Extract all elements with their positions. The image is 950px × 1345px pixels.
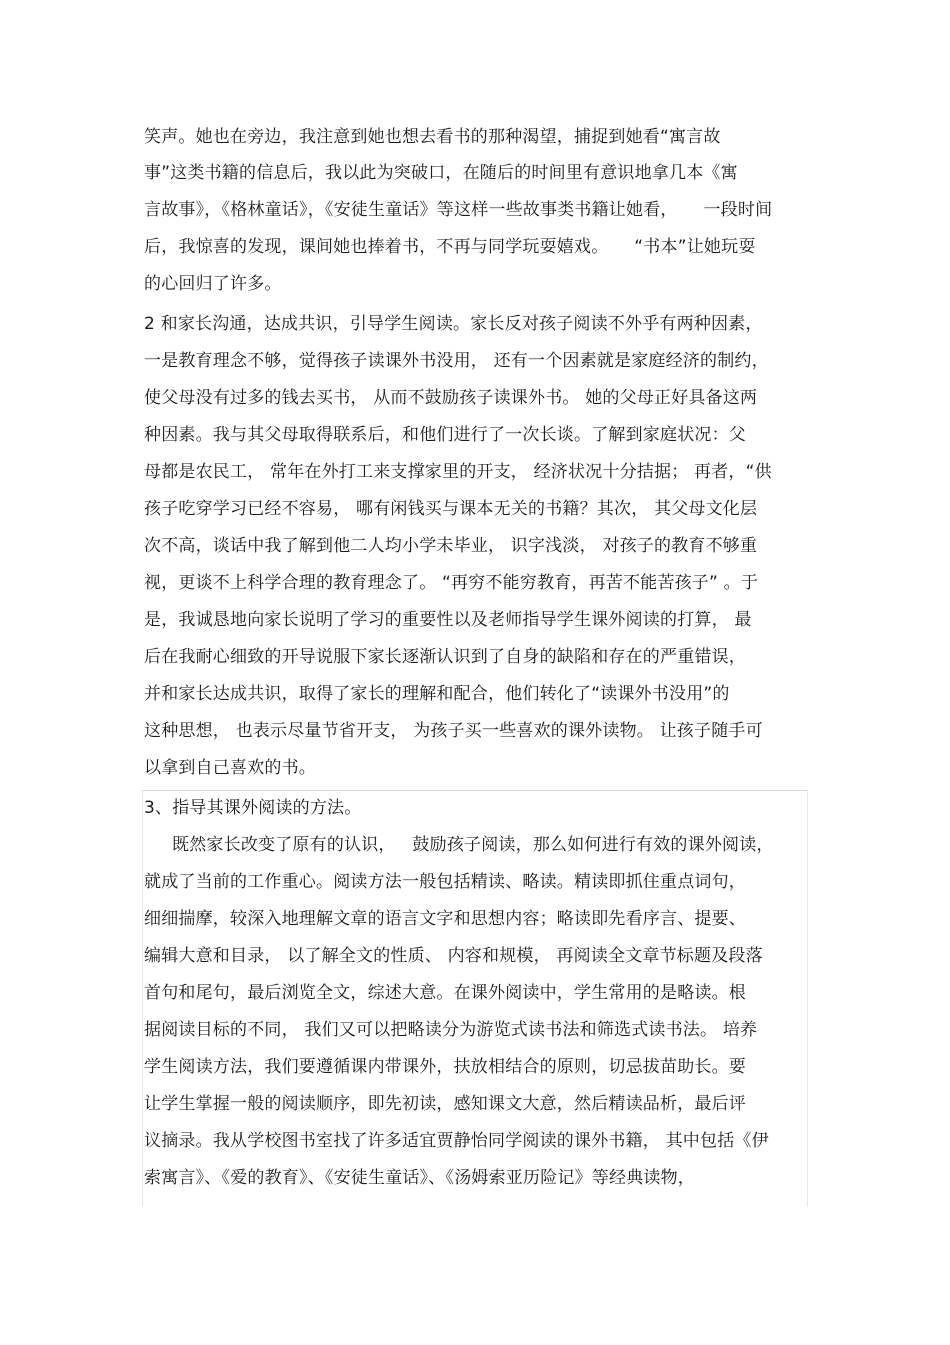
text-line: 学生阅读方法，我们要遵循课内带课外，扶放相结合的原则，切忌拔苗助长。要 (144, 1057, 746, 1077)
text-line: 次不高，谈话中我了解到他二人均小学未毕业， 识字浅淡， 对孩子的教育不够重 (144, 536, 758, 556)
text-line: 并和家长达成共识，取得了家长的理解和配合，他们转化了“读课外书没用”的 (144, 684, 730, 704)
text-line: 议摘录。我从学校图书室找了许多适宜贾静怡同学阅读的课外书籍， 其中包括《伊 (144, 1131, 769, 1151)
text-line: 索寓言》、《爱的教育》、《安徒生童话》、《汤姆索亚历险记》等经典读物， (144, 1168, 695, 1188)
text-line: 既然家长改变了原有的认识， 鼓励孩子阅读，那么如何进行有效的课外阅读， (144, 835, 774, 855)
text-line: 编辑大意和目录， 以了解全文的性质、 内容和规模， 再阅读全文章节标题及段落 (144, 946, 763, 966)
text-line: 言故事》，《格林童话》，《安徒生童话》等这样一些故事类书籍让她看， 一段时间 (144, 200, 773, 220)
text-line: 让学生掌握一般的阅读顺序，即先初读，感知课文大意，然后精读品析，最后评 (144, 1094, 746, 1114)
text-line: 视，更谈不上科学合理的教育理念了。 “再穷不能穷教育，再苦不能苦孩子” 。于 (144, 573, 759, 593)
text-line: 孩子吃穿学习已经不容易， 哪有闲钱买与课本无关的书籍？其次， 其父母文化层 (144, 499, 758, 519)
text-line: 就成了当前的工作重心。阅读方法一般包括精读、略读。精读即抓住重点词句， (144, 872, 746, 892)
text-line: 2 和家长沟通，达成共识，引导学生阅读。家长反对孩子阅读不外乎有两种因素， (144, 314, 763, 334)
text-line: 笑声。她也在旁边，我注意到她也想去看书的那种渴望，捕捉到她看“寓言故 (144, 127, 721, 147)
text-line: 后在我耐心细致的开导说服下家长逐渐认识到了自身的缺陷和存在的严重错误， (144, 647, 746, 667)
text-line: 母都是农民工， 常年在外打工来支撑家里的开支， 经济状况十分拮据； 再者，“供 (144, 462, 772, 482)
section-heading: 3、指导其课外阅读的方法。 (144, 798, 362, 818)
text-line: 后，我惊喜的发现，课间她也捧着书，不再与同学玩耍嬉戏。 “书本”让她玩耍 (144, 237, 756, 257)
text-line: 一是教育理念不够，觉得孩子读课外书没用， 还有一个因素就是家庭经济的制约， (144, 351, 769, 371)
text-line: 细细揣摩，较深入地理解文章的语言文字和思想内容；略读即先看序言、提要、 (144, 909, 746, 929)
text-line: 事”这类书籍的信息后，我以此为突破口，在随后的时间里有意识地拿几本《寓 (144, 163, 738, 183)
text-line: 这种思想， 也表示尽量节省开支， 为孩子买一些喜欢的课外读物。 让孩子随手可 (144, 721, 763, 741)
text-line: 据阅读目标的不同， 我们又可以把略读分为游览式读书法和筛选式读书法。 培养 (144, 1020, 758, 1040)
text-line: 使父母没有过多的钱去买书， 从而不鼓励孩子读课外书。 她的父母正好具备这两 (144, 388, 758, 408)
text-line: 种因素。我与其父母取得联系后，和他们进行了一次长谈。了解到家庭状况：父 (144, 425, 746, 445)
text-line: 以拿到自己喜欢的书。 (144, 758, 316, 778)
text-line: 首句和尾句，最后浏览全文，综述大意。在课外阅读中，学生常用的是略读。根 (144, 983, 746, 1003)
text-line: 是，我诚恳地向家长说明了学习的重要性以及老师指导学生课外阅读的打算， 最 (144, 610, 752, 630)
text-line: 的心回归了许多。 (144, 274, 282, 294)
